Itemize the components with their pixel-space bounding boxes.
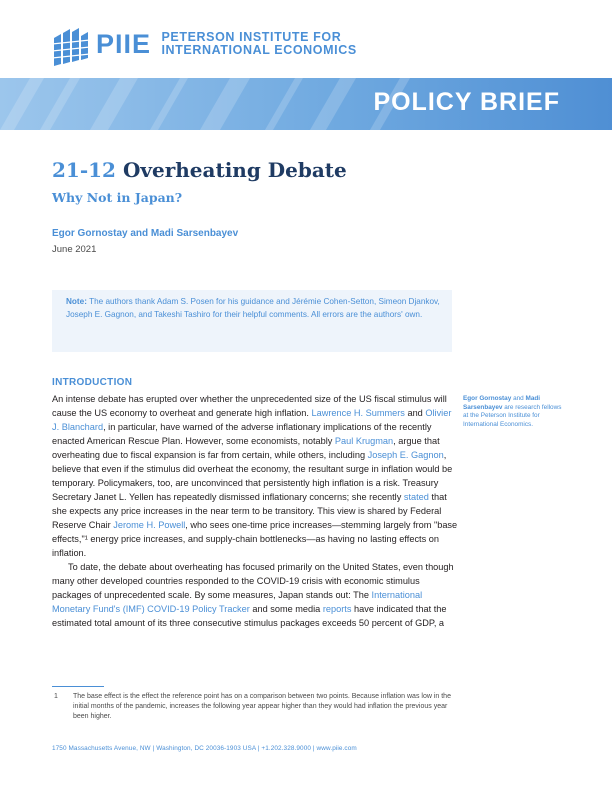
link-imf-tracker[interactable]: International Monetary Fund's (IMF) COVID-19 Policy Tracker xyxy=(52,590,423,614)
link-powell[interactable]: Jerome H. Powell xyxy=(113,520,186,530)
footnote-divider xyxy=(52,686,104,687)
link-reports[interactable]: reports xyxy=(322,604,352,614)
body-text xyxy=(52,392,458,630)
piie-logo-mark xyxy=(52,26,90,75)
section-heading: INTRODUCTION xyxy=(52,377,133,388)
paragraph-2: To date, the debate about overheating has focused primarily on the United States, even though many other developed countries responded to the COVID-19 crisis with economic stimulus packages of unprecedented scale. By some measures, Japan stands out: The International Monetary Fund's (IMF) COVID-19 Policy Tracker and some media reports have indicated that the estimated total amount of its three consecutive stimulus packages exceeds 50 percent of GDP, a xyxy=(52,562,454,628)
footnote-text: The base effect is the effect the reference point has on a comparison between two points. Because inflation was low in the initial months of the pandemic, increases the following year appear higher than they would had inflation the previous year been higher. xyxy=(73,693,451,720)
org-name xyxy=(161,31,356,57)
org-name-line1: PETERSON INSTITUTE FOR xyxy=(161,30,342,44)
publication-date: June 2021 xyxy=(52,244,97,255)
logo-abbrev: PIIE xyxy=(96,29,152,59)
author-name-2: Madi Sarsenbayev xyxy=(463,395,541,411)
author-name-1: Egor Gornostay xyxy=(463,395,512,402)
link-krugman[interactable]: Paul Krugman xyxy=(334,436,394,446)
note-label: Note: xyxy=(66,297,87,306)
header-band xyxy=(0,78,612,130)
link-gagnon[interactable]: Joseph E. Gagnon xyxy=(367,450,444,460)
policy-brief-title: POLICY BRIEF xyxy=(373,88,560,116)
acknowledgment-note xyxy=(52,290,452,352)
brief-number: 21-12 xyxy=(52,158,116,182)
authors: Egor Gornostay and Madi Sarsenbayev xyxy=(52,228,239,239)
link-stated[interactable]: stated xyxy=(403,492,429,502)
author-bio-sidebar: Egor Gornostay and Madi Sarsenbayev are research fellows at the Peterson Institute for International Economics. xyxy=(463,395,562,428)
page-subtitle: Why Not in Japan? xyxy=(52,190,183,205)
brief-title: Overheating Debate xyxy=(122,158,347,182)
link-blanchard[interactable]: Olivier J. Blanchard xyxy=(52,408,452,432)
org-name-line2: INTERNATIONAL ECONOMICS xyxy=(161,43,357,57)
footnote-number: 1 xyxy=(54,693,58,700)
note-text: The authors thank Adam S. Posen for his guidance and Jérémie Cohen-Setton, Simeon Djankov, Joseph E. Gagnon, and Takeshi Tashiro for their helpful comments. All errors are the authors' own. xyxy=(66,297,440,319)
footnote xyxy=(52,692,452,721)
paragraph-1: An intense debate has erupted over whether the unprecedented size of the US fiscal stimulus will cause the US economy to overheat and generate high inflation. Lawrence H. Summers and Olivier J. Blanchard, in particular, have warned of the adverse inflationary implications of the recently enacted American Rescue Plan. However, some economists, notably Paul Krugman, argue that overheating due to fiscal expansion is far from certain, while others, including Joseph E. Gagnon, believe that even if the stimulus did overheat the economy, the resultant surge in inflation would be temporary. Policymakers, too, are unconvinced that persistently high inflation is a risk. Treasury Secretary Janet L. Yellen has repeatedly dismissed inflationary concerns; she recently stated that she expects any price increases in the near term to be transitory. This view is shared by Federal Reserve Chair Jerome H. Powell, who sees one-time price increases—stemming largely from "base effects,"¹ energy price increases, and supply-chain bottlenecks—as having no lasting effects on inflation. xyxy=(52,394,458,558)
link-summers[interactable]: Lawrence H. Summers xyxy=(311,408,405,418)
logo-wordmark[interactable] xyxy=(96,29,357,60)
page-footer: 1750 Massachusetts Avenue, NW | Washington, DC 20036-1903 USA | +1.202.328.9000 | www.piie.com xyxy=(52,745,357,752)
page-title xyxy=(52,158,347,182)
